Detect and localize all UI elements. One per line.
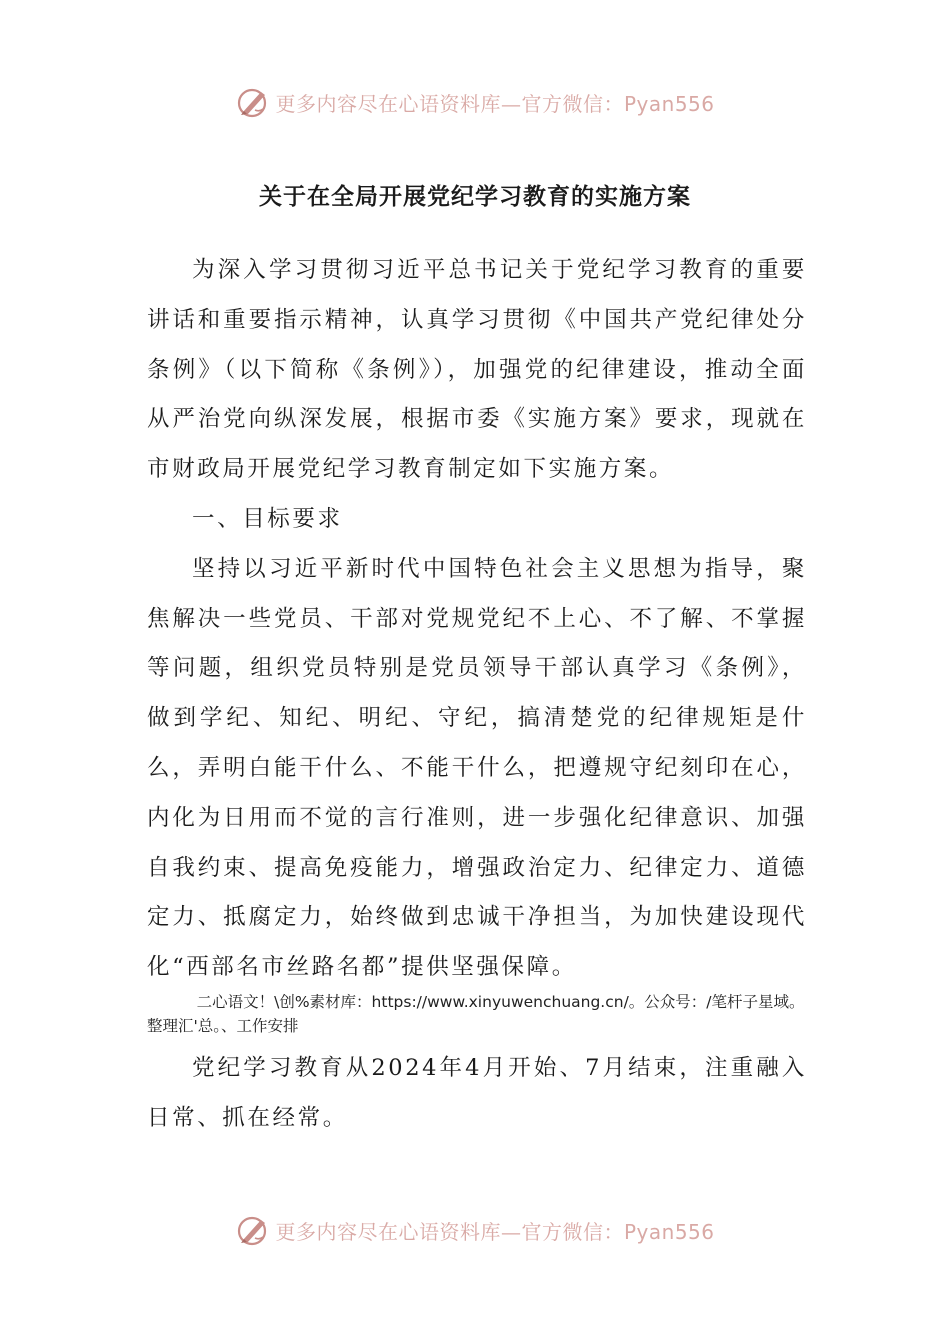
section-heading-1: 一、目标要求 (192, 505, 343, 532)
watermark-text: 更多内容尽在心语资料库—官方微信：Pyan556 (275, 1219, 715, 1244)
source-note: 二心语文！\创%素材库：https://www.xinyuwenchuang.cn/。公众号：/笔杆子星域。整理汇'总。、工作安排 (147, 993, 805, 1035)
document-title: 关于在全局开展党纪学习教育的实施方案 (259, 183, 691, 210)
watermark-text: 更多内容尽在心语资料库—官方微信：Pyan556 (275, 91, 715, 116)
watermark-banner-top (0, 82, 950, 122)
goal-paragraph: 坚持以习近平新时代中国特色社会主义思想为指导，聚焦解决一些党员、干部对党规党纪不上心、不了解、不掌握等问题，组织党员特别是党员领导干部认真学习《条例》，做到学纪、知纪、明纪、守纪，搞清楚党的纪律规矩是什么，弄明白能干什么、不能干什么，把遵规守纪刻印在心，内化为日用而不觉的言行准则，进一步强化纪律意识、加强自我约束、提高免疫能力，增强政治定力、纪律定力、道德定力、抵腐定力，始终做到忠诚干净担当，为加快建设现代化“西部名市丝路名都”提供坚强保障。 (147, 555, 807, 981)
pen-logo-icon (235, 84, 271, 120)
schedule-paragraph: 党纪学习教育从2024年4月开始、7月结束，注重融入日常、抓在经常。 (147, 1055, 807, 1131)
document-body (147, 246, 807, 993)
watermark-banner-bottom (0, 1210, 950, 1250)
intro-paragraph: 为深入学习贯彻习近平总书记关于党纪学习教育的重要讲话和重要指示精神，认真学习贯彻《中国共产党纪律处分条例》（以下简称《条例》），加强党的纪律建设，推动全面从严治党向纵深发展，根据市委《实施方案》要求，现就在市财政局开展党纪学习教育制定如下实施方案。 (147, 257, 807, 483)
pen-logo-icon (235, 1212, 271, 1248)
document-body-continued (147, 1044, 807, 1144)
